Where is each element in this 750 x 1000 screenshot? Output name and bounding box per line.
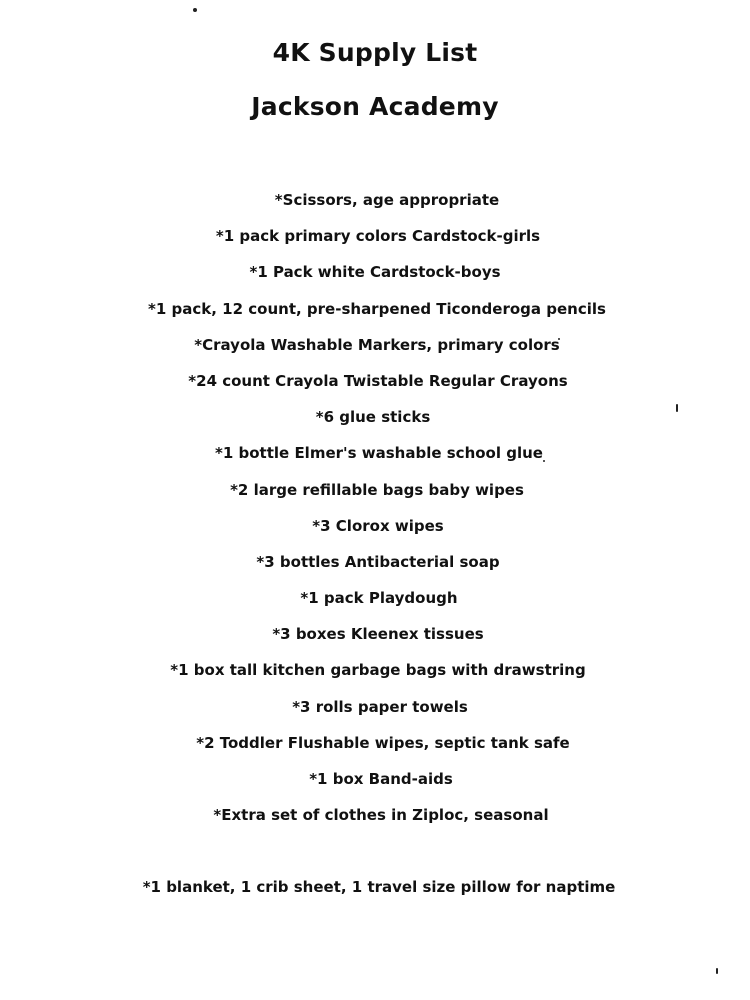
- supply-item: *1 box tall kitchen garbage bags with drawstring: [170, 661, 586, 680]
- supply-item: *Crayola Washable Markers, primary colors: [194, 335, 560, 354]
- supply-item: *1 pack, 12 count, pre-sharpened Ticonderoga pencils: [148, 299, 606, 318]
- naptime-item: *1 blanket, 1 crib sheet, 1 travel size pillow for naptime: [142, 878, 616, 896]
- supply-item: *6 glue sticks: [315, 408, 431, 427]
- supply-item: *Extra set of clothes in Ziploc, seasonal: [213, 806, 549, 825]
- supply-item: *Scissors, age appropriate: [274, 191, 500, 209]
- supply-item: *3 Clorox wipes: [312, 516, 444, 535]
- supply-item: *3 rolls paper towels: [292, 697, 468, 716]
- supply-item: *1 pack Playdough: [300, 589, 458, 608]
- supply-item: *1 bottle Elmer's washable school glue: [215, 444, 543, 463]
- supply-item: *2 large refillable bags baby wipes: [230, 480, 524, 499]
- page-title: 4K Supply List: [272, 38, 478, 67]
- supply-item: *2 Toddler Flushable wipes, septic tank safe: [196, 733, 570, 752]
- supply-item: *1 Pack white Cardstock-boys: [249, 263, 501, 282]
- supply-item: *3 boxes Kleenex tissues: [272, 625, 484, 644]
- scan-speck: [193, 8, 197, 12]
- supply-item: *24 count Crayola Twistable Regular Crayons: [188, 371, 568, 390]
- scan-speck: [716, 968, 718, 974]
- school-name: Jackson Academy: [251, 92, 499, 121]
- supply-item: *1 box Band-aids: [309, 770, 453, 788]
- supply-items-list: [0, 185, 750, 836]
- supply-item: *1 pack primary colors Cardstock-girls: [215, 227, 541, 246]
- supply-item: *3 bottles Antibacterial soap: [256, 552, 500, 571]
